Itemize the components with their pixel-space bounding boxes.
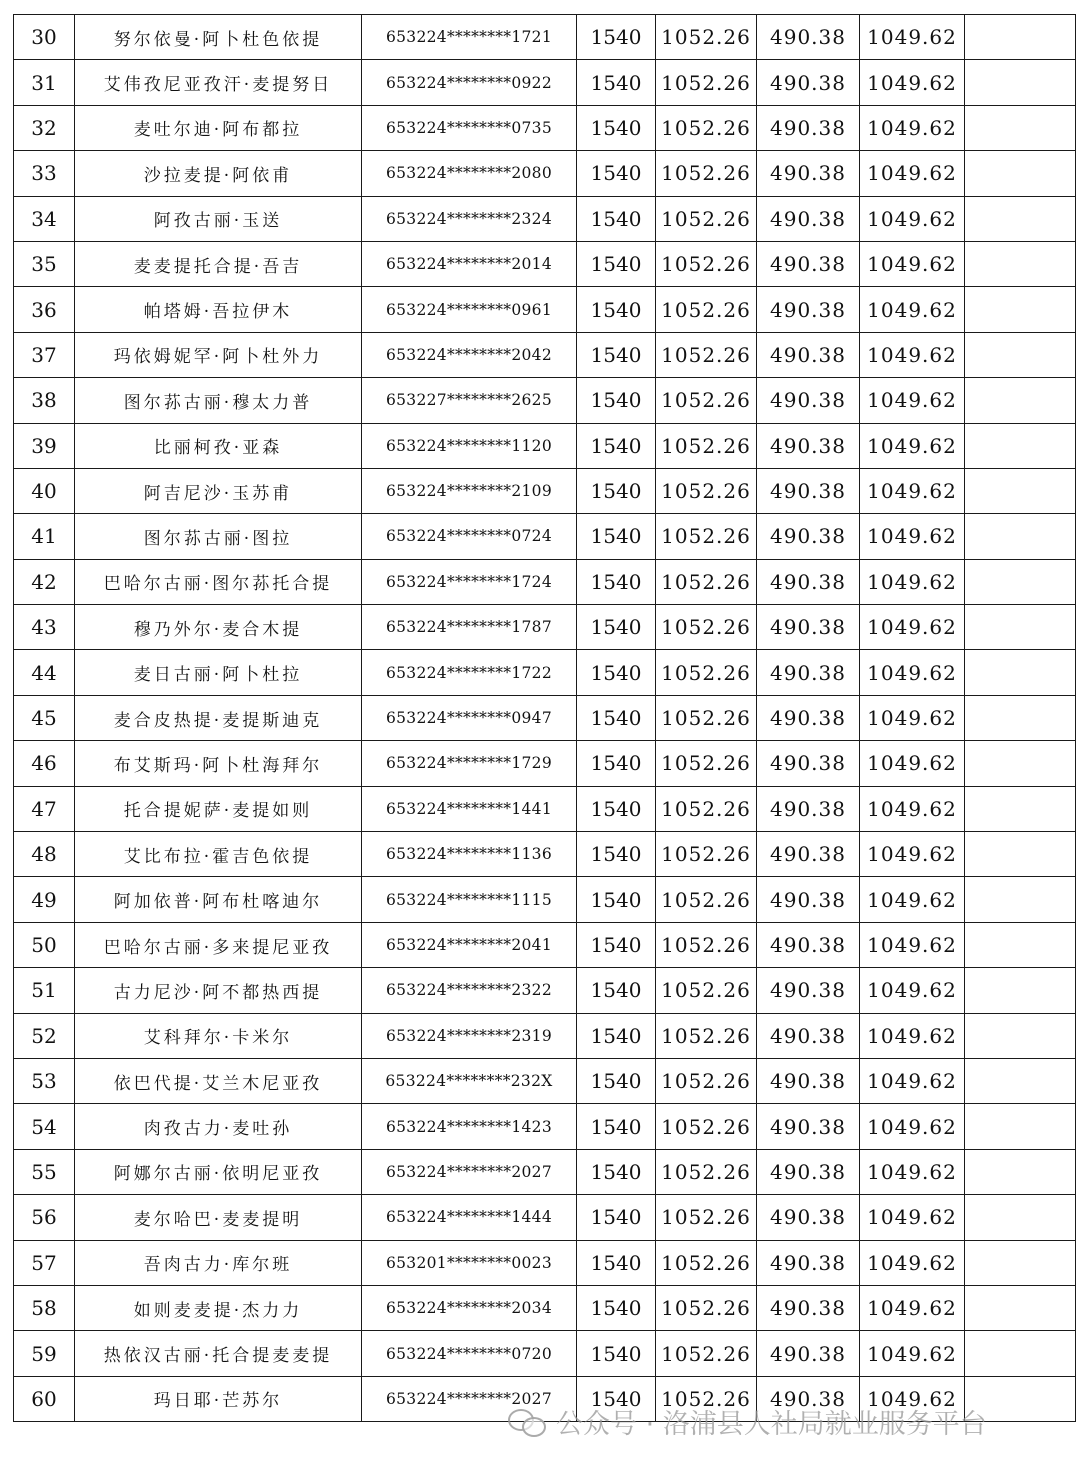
table-row [14,605,1076,650]
remark-cell [965,605,1076,650]
amount-cell: 490.38 [757,15,860,60]
amount-cell: 490.38 [757,196,860,241]
amount-cell: 490.38 [757,423,860,468]
amount-cell: 1540 [577,514,656,559]
row-number-cell: 57 [14,1240,75,1285]
name-cell: 阿孜古丽·玉送 [75,196,362,241]
name-cell: 图尔荪古丽·穆太力普 [75,378,362,423]
remark-cell [965,196,1076,241]
name-cell: 如则麦麦提·杰力力 [75,1285,362,1330]
name-cell: 巴哈尔古丽·图尔荪托合提 [75,559,362,604]
id-number-cell: 653224********1441 [362,786,577,831]
remark-cell [965,559,1076,604]
amount-cell: 1052.26 [656,378,757,423]
amount-cell: 1049.62 [860,968,965,1013]
row-number-cell: 59 [14,1331,75,1376]
remark-cell [965,1104,1076,1149]
amount-cell: 1049.62 [860,1240,965,1285]
amount-cell: 1540 [577,378,656,423]
id-number-cell: 653224********0922 [362,60,577,105]
name-cell: 阿加依普·阿布杜喀迪尔 [75,877,362,922]
table-row [14,832,1076,877]
id-number-cell: 653224********2109 [362,468,577,513]
row-number-cell: 38 [14,378,75,423]
amount-cell: 1052.26 [656,468,757,513]
row-number-cell: 46 [14,741,75,786]
name-cell: 艾比布拉·霍吉色依提 [75,832,362,877]
table-row [14,877,1076,922]
remark-cell [965,241,1076,286]
table-row [14,468,1076,513]
amount-cell: 1052.26 [656,605,757,650]
row-number-cell: 48 [14,832,75,877]
remark-cell [965,968,1076,1013]
table-row [14,60,1076,105]
table-row [14,559,1076,604]
amount-cell: 490.38 [757,378,860,423]
amount-cell: 1540 [577,1240,656,1285]
amount-cell: 1049.62 [860,741,965,786]
amount-cell: 1049.62 [860,332,965,377]
amount-cell: 1540 [577,605,656,650]
amount-cell: 1540 [577,1331,656,1376]
remark-cell [965,60,1076,105]
amount-cell: 1049.62 [860,378,965,423]
amount-cell: 1540 [577,1104,656,1149]
amount-cell: 1049.62 [860,514,965,559]
amount-cell: 1049.62 [860,1013,965,1058]
name-cell: 玛日耶·芒苏尔 [75,1376,362,1421]
amount-cell: 490.38 [757,151,860,196]
id-number-cell: 653224********2027 [362,1149,577,1194]
amount-cell: 1052.26 [656,241,757,286]
amount-cell: 490.38 [757,1013,860,1058]
row-number-cell: 36 [14,287,75,332]
row-number-cell: 55 [14,1149,75,1194]
amount-cell: 1052.26 [656,1240,757,1285]
remark-cell [965,514,1076,559]
name-cell: 麦合皮热提·麦提斯迪克 [75,695,362,740]
table-row [14,105,1076,150]
amount-cell: 1052.26 [656,786,757,831]
row-number-cell: 31 [14,60,75,105]
amount-cell: 490.38 [757,105,860,150]
amount-cell: 490.38 [757,605,860,650]
name-cell: 布艾斯玛·阿卜杜海拜尔 [75,741,362,786]
amount-cell: 1540 [577,650,656,695]
amount-cell: 1052.26 [656,1376,757,1421]
name-cell: 吾肉古力·库尔班 [75,1240,362,1285]
name-cell: 图尔荪古丽·图拉 [75,514,362,559]
amount-cell: 1049.62 [860,151,965,196]
id-number-cell: 653227********2625 [362,378,577,423]
row-number-cell: 37 [14,332,75,377]
row-number-cell: 51 [14,968,75,1013]
amount-cell: 490.38 [757,1104,860,1149]
name-cell: 沙拉麦提·阿依甫 [75,151,362,196]
name-cell: 托合提妮萨·麦提如则 [75,786,362,831]
table-row [14,1285,1076,1330]
id-number-cell: 653224********1423 [362,1104,577,1149]
amount-cell: 1540 [577,877,656,922]
amount-cell: 1049.62 [860,196,965,241]
amount-cell: 1049.62 [860,786,965,831]
id-number-cell: 653224********232X [362,1058,577,1103]
row-number-cell: 43 [14,605,75,650]
row-number-cell: 32 [14,105,75,150]
amount-cell: 1049.62 [860,15,965,60]
amount-cell: 1052.26 [656,832,757,877]
remark-cell [965,1195,1076,1240]
amount-cell: 1540 [577,922,656,967]
remark-cell [965,423,1076,468]
amount-cell: 1540 [577,1149,656,1194]
amount-cell: 1049.62 [860,1149,965,1194]
amount-cell: 1049.62 [860,468,965,513]
amount-cell: 490.38 [757,1285,860,1330]
amount-cell: 1049.62 [860,832,965,877]
id-number-cell: 653224********0947 [362,695,577,740]
row-number-cell: 47 [14,786,75,831]
id-number-cell: 653224********2319 [362,1013,577,1058]
remark-cell [965,832,1076,877]
id-number-cell: 653224********0724 [362,514,577,559]
amount-cell: 1540 [577,241,656,286]
amount-cell: 1052.26 [656,151,757,196]
amount-cell: 1540 [577,196,656,241]
amount-cell: 490.38 [757,287,860,332]
id-number-cell: 653224********2322 [362,968,577,1013]
remark-cell [965,695,1076,740]
amount-cell: 490.38 [757,1058,860,1103]
remark-cell [965,1376,1076,1421]
remark-cell [965,741,1076,786]
row-number-cell: 53 [14,1058,75,1103]
remark-cell [965,877,1076,922]
amount-cell: 1052.26 [656,741,757,786]
amount-cell: 1540 [577,968,656,1013]
table-row [14,1376,1076,1421]
amount-cell: 490.38 [757,695,860,740]
amount-cell: 1049.62 [860,922,965,967]
name-cell: 肉孜古力·麦吐孙 [75,1104,362,1149]
amount-cell: 1052.26 [656,287,757,332]
table-row [14,1058,1076,1103]
id-number-cell: 653224********1721 [362,15,577,60]
name-cell: 依巴代提·艾兰木尼亚孜 [75,1058,362,1103]
amount-cell: 1049.62 [860,559,965,604]
row-number-cell: 33 [14,151,75,196]
remark-cell [965,378,1076,423]
id-number-cell: 653201********0023 [362,1240,577,1285]
remark-cell [965,287,1076,332]
remark-cell [965,922,1076,967]
remark-cell [965,332,1076,377]
amount-cell: 1052.26 [656,15,757,60]
name-cell: 阿娜尔古丽·依明尼亚孜 [75,1149,362,1194]
table-row [14,196,1076,241]
row-number-cell: 41 [14,514,75,559]
row-number-cell: 54 [14,1104,75,1149]
amount-cell: 1540 [577,1013,656,1058]
amount-cell: 490.38 [757,468,860,513]
row-number-cell: 30 [14,15,75,60]
table-row [14,786,1076,831]
remark-cell [965,1149,1076,1194]
id-number-cell: 653224********1724 [362,559,577,604]
id-number-cell: 653224********1115 [362,877,577,922]
name-cell: 麦日古丽·阿卜杜拉 [75,650,362,695]
table-row [14,741,1076,786]
amount-cell: 490.38 [757,877,860,922]
table-row [14,241,1076,286]
table-row [14,378,1076,423]
amount-cell: 490.38 [757,786,860,831]
amount-cell: 1052.26 [656,695,757,740]
id-number-cell: 653224********2027 [362,1376,577,1421]
name-cell: 热依汉古丽·托合提麦麦提 [75,1331,362,1376]
id-number-cell: 653224********0961 [362,287,577,332]
table-row [14,650,1076,695]
remark-cell [965,105,1076,150]
amount-cell: 1540 [577,832,656,877]
id-number-cell: 653224********1120 [362,423,577,468]
id-number-cell: 653224********2041 [362,922,577,967]
row-number-cell: 45 [14,695,75,740]
id-number-cell: 653224********2042 [362,332,577,377]
name-cell: 艾伟孜尼亚孜汗·麦提努日 [75,60,362,105]
amount-cell: 490.38 [757,832,860,877]
row-number-cell: 40 [14,468,75,513]
table-row [14,1331,1076,1376]
id-number-cell: 653224********1722 [362,650,577,695]
amount-cell: 490.38 [757,1376,860,1421]
row-number-cell: 49 [14,877,75,922]
table-row [14,1240,1076,1285]
amount-cell: 490.38 [757,514,860,559]
row-number-cell: 60 [14,1376,75,1421]
amount-cell: 1540 [577,1285,656,1330]
name-cell: 比丽柯孜·亚森 [75,423,362,468]
amount-cell: 1049.62 [860,241,965,286]
id-number-cell: 653224********0735 [362,105,577,150]
amount-cell: 1540 [577,695,656,740]
amount-cell: 1052.26 [656,423,757,468]
id-number-cell: 653224********1787 [362,605,577,650]
amount-cell: 490.38 [757,741,860,786]
name-cell: 穆乃外尔·麦合木提 [75,605,362,650]
table-row [14,514,1076,559]
name-cell: 麦麦提托合提·吾吉 [75,241,362,286]
remark-cell [965,1058,1076,1103]
amount-cell: 1052.26 [656,1104,757,1149]
amount-cell: 1052.26 [656,1195,757,1240]
watermark-text: 公众号 · 洛浦县人社局就业服务平台 [556,1409,987,1440]
row-number-cell: 44 [14,650,75,695]
name-cell: 帕塔姆·吾拉伊木 [75,287,362,332]
amount-cell: 1052.26 [656,650,757,695]
amount-cell: 490.38 [757,1331,860,1376]
name-cell: 麦尔哈巴·麦麦提明 [75,1195,362,1240]
remark-cell [965,15,1076,60]
name-cell: 麦吐尔迪·阿布都拉 [75,105,362,150]
amount-cell: 1540 [577,60,656,105]
amount-cell: 1052.26 [656,1149,757,1194]
document-sheet [13,14,1067,1422]
amount-cell: 1052.26 [656,105,757,150]
amount-cell: 1049.62 [860,1058,965,1103]
amount-cell: 1052.26 [656,1058,757,1103]
table-row [14,1195,1076,1240]
remark-cell [965,1013,1076,1058]
id-number-cell: 653224********1444 [362,1195,577,1240]
name-cell: 努尔依曼·阿卜杜色依提 [75,15,362,60]
id-number-cell: 653224********1729 [362,741,577,786]
amount-cell: 1049.62 [860,650,965,695]
table-row [14,695,1076,740]
amount-cell: 1049.62 [860,287,965,332]
remark-cell [965,1285,1076,1330]
id-number-cell: 653224********2080 [362,151,577,196]
amount-cell: 490.38 [757,559,860,604]
table-row [14,1104,1076,1149]
amount-cell: 1540 [577,15,656,60]
amount-cell: 490.38 [757,650,860,695]
amount-cell: 1049.62 [860,1104,965,1149]
amount-cell: 1540 [577,1376,656,1421]
table-row [14,1013,1076,1058]
amount-cell: 1052.26 [656,1331,757,1376]
amount-cell: 490.38 [757,922,860,967]
amount-cell: 1540 [577,287,656,332]
table-row [14,423,1076,468]
row-number-cell: 58 [14,1285,75,1330]
remark-cell [965,468,1076,513]
amount-cell: 1540 [577,559,656,604]
amount-cell: 1049.62 [860,60,965,105]
table-row [14,287,1076,332]
table-row [14,1149,1076,1194]
amount-cell: 490.38 [757,60,860,105]
amount-cell: 490.38 [757,968,860,1013]
amount-cell: 1049.62 [860,877,965,922]
name-cell: 玛依姆妮罕·阿卜杜外力 [75,332,362,377]
amount-cell: 1052.26 [656,1013,757,1058]
remark-cell [965,786,1076,831]
amount-cell: 1052.26 [656,1285,757,1330]
amount-cell: 1052.26 [656,332,757,377]
amount-cell: 1052.26 [656,559,757,604]
remark-cell [965,151,1076,196]
roster-table [13,14,1076,1422]
amount-cell: 1540 [577,741,656,786]
amount-cell: 1540 [577,151,656,196]
roster-table-body [14,15,1076,1422]
row-number-cell: 42 [14,559,75,604]
row-number-cell: 52 [14,1013,75,1058]
row-number-cell: 34 [14,196,75,241]
table-row [14,151,1076,196]
remark-cell [965,650,1076,695]
amount-cell: 1540 [577,332,656,377]
row-number-cell: 50 [14,922,75,967]
row-number-cell: 39 [14,423,75,468]
amount-cell: 1540 [577,1195,656,1240]
name-cell: 阿吉尼沙·玉苏甫 [75,468,362,513]
table-row [14,922,1076,967]
amount-cell: 1052.26 [656,60,757,105]
row-number-cell: 35 [14,241,75,286]
remark-cell [965,1240,1076,1285]
amount-cell: 490.38 [757,1149,860,1194]
amount-cell: 1049.62 [860,1331,965,1376]
amount-cell: 1049.62 [860,1195,965,1240]
amount-cell: 1049.62 [860,1285,965,1330]
amount-cell: 1052.26 [656,514,757,559]
amount-cell: 490.38 [757,1240,860,1285]
id-number-cell: 653224********2324 [362,196,577,241]
amount-cell: 1540 [577,105,656,150]
table-row [14,15,1076,60]
amount-cell: 1049.62 [860,1376,965,1421]
table-row [14,332,1076,377]
name-cell: 古力尼沙·阿不都热西提 [75,968,362,1013]
name-cell: 艾科拜尔·卡米尔 [75,1013,362,1058]
amount-cell: 1052.26 [656,196,757,241]
amount-cell: 490.38 [757,241,860,286]
amount-cell: 490.38 [757,332,860,377]
amount-cell: 1052.26 [656,877,757,922]
id-number-cell: 653224********0720 [362,1331,577,1376]
name-cell: 巴哈尔古丽·多来提尼亚孜 [75,922,362,967]
amount-cell: 1049.62 [860,605,965,650]
id-number-cell: 653224********1136 [362,832,577,877]
amount-cell: 1540 [577,423,656,468]
table-row [14,968,1076,1013]
remark-cell [965,1331,1076,1376]
amount-cell: 1049.62 [860,105,965,150]
amount-cell: 1052.26 [656,968,757,1013]
amount-cell: 1052.26 [656,922,757,967]
amount-cell: 1049.62 [860,695,965,740]
amount-cell: 1540 [577,1058,656,1103]
amount-cell: 490.38 [757,1195,860,1240]
amount-cell: 1540 [577,468,656,513]
amount-cell: 1049.62 [860,423,965,468]
amount-cell: 1540 [577,786,656,831]
id-number-cell: 653224********2034 [362,1285,577,1330]
row-number-cell: 56 [14,1195,75,1240]
id-number-cell: 653224********2014 [362,241,577,286]
